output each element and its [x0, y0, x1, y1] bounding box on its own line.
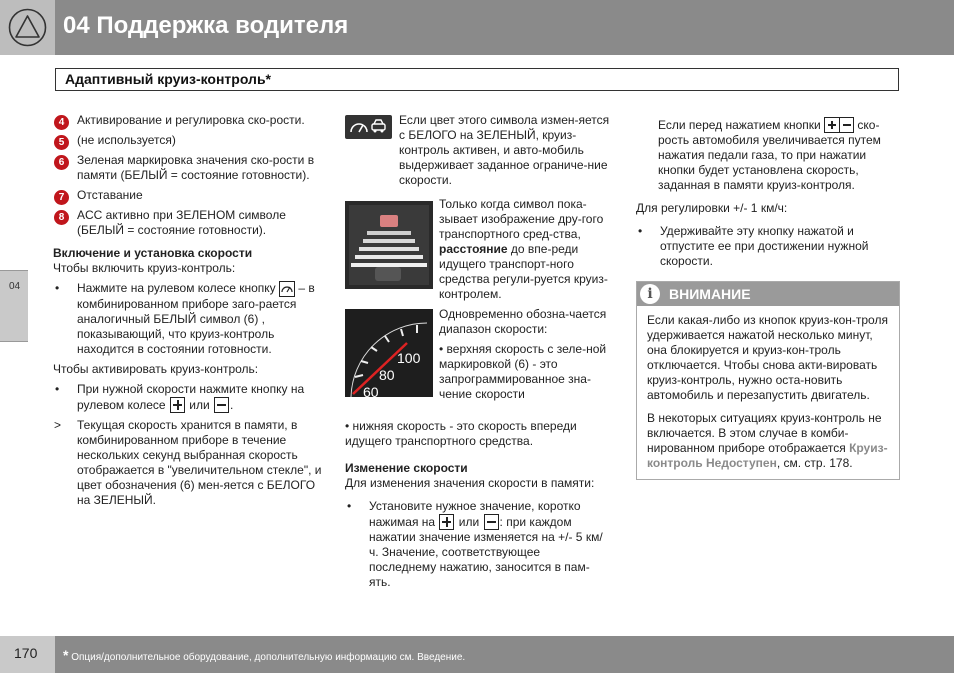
warning-label: ВНИМАНИЕ — [669, 286, 751, 302]
number-badge: 4 — [54, 115, 69, 130]
paragraph: Для изменения значения скорости в памяти: — [345, 476, 595, 490]
paragraph-text: до впе-реди идущего транспорт-ного средства регули-руется круиз-контролем. — [439, 242, 608, 301]
section-heading: Изменение скорости — [345, 461, 468, 475]
bullet-text: Удерживайте эту кнопку нажатой и отпустите ее при достижении нужной скорости. — [660, 224, 869, 268]
cross-reference-term: Круиз-контроль Недоступен — [647, 441, 888, 470]
paragraph: Чтобы включить круиз-контроль: — [53, 261, 236, 275]
list-item — [53, 188, 323, 203]
column-left — [53, 113, 323, 513]
section-heading: Включение и установка скорости — [53, 246, 253, 260]
paragraph: Если цвет этого символа измен-яется с БЕЛОГО на ЗЕЛЕНЫЙ, круиз-контроль активен, и авто-мобиль выдерживает заданное ограниче-ние скорости. — [399, 113, 610, 187]
bullet-text: При нужной скорости нажмите кнопку на рулевом колесе — [77, 382, 305, 412]
number-badge: 5 — [54, 135, 69, 150]
plus-minus-button-icon — [824, 117, 854, 133]
result-text: Текущая скорость хранится в памяти, в комбинированном приборе в течение нескольких секунд выбранная скорость отображается в "увеличительном стекле", и цвет обозначения (6) мен-яется с БЕЛОГО на ЗЕЛЕНЫЙ. — [77, 418, 322, 507]
bullet-item — [636, 224, 900, 269]
speed-range-row — [345, 307, 610, 415]
bullet-dot: • — [55, 382, 60, 396]
cruise-speedometer-button-icon — [279, 281, 295, 297]
paragraph: Одновременно обозна-чается диапазон скорости: — [439, 307, 607, 336]
plus-button-icon — [439, 514, 454, 530]
list-item-text: (не используется) — [77, 133, 176, 147]
minus-button-icon — [484, 514, 499, 530]
info-icon: i — [640, 284, 660, 304]
page-footer — [0, 636, 954, 673]
gauge-label-80: 80 — [379, 367, 395, 383]
list-item — [53, 113, 323, 128]
footnote-star: * — [63, 647, 69, 663]
footnote — [63, 648, 465, 665]
warning-box — [636, 281, 900, 480]
paragraph — [647, 411, 889, 471]
bullet-text: – в комбинированном приборе заго-рается аналогичный БЕЛЫЙ символ (6) , показывающий, что круиз-контроль находится в состоянии готовности. — [77, 281, 315, 356]
bullet-text: или — [189, 398, 210, 412]
list-item — [53, 208, 323, 238]
minus-button-icon — [214, 397, 229, 413]
bullet-text: Установите нужное значение, коротко нажимая на — [369, 499, 581, 529]
paragraph-bold: расстояние — [439, 242, 508, 256]
bullet-text: : при каждом нажатии значение изменяется на +/- 5 км/ч. Значение, соответствующее последнему нажатию, заносится в пам-ять. — [369, 515, 603, 589]
paragraph-text: ско-рость автомобиля увеличивается путем нажатия педали газа, то при нажатии кнопки будет установлена скорость, заданная в памяти круиз-контроля. — [658, 118, 881, 192]
list-item — [53, 133, 323, 148]
footnote-text: Опция/дополнительное оборудование, дополнительную информацию см. Введение. — [71, 652, 466, 663]
cruise-control-symbol-icon — [345, 115, 392, 139]
result-item — [53, 418, 323, 508]
warning-triangle-icon — [0, 0, 55, 55]
side-tab-label: 04 — [9, 281, 21, 292]
bullet-item — [345, 499, 610, 590]
distance-display-image — [345, 201, 433, 289]
paragraph-text: Только когда символ пока-зывает изображение дру-гого транспортного сред-ства, — [439, 197, 604, 241]
plus-button-icon — [170, 397, 185, 413]
paragraph: Чтобы активировать круиз-контроль: — [53, 362, 259, 376]
page-header — [0, 0, 954, 55]
number-badge: 8 — [54, 210, 69, 225]
section-title-bar — [55, 68, 899, 91]
symbol-row — [345, 113, 610, 193]
bullet-text: Нажмите на рулевом колесе кнопку — [77, 281, 276, 295]
warning-body — [637, 306, 899, 479]
distance-row — [345, 197, 610, 307]
paragraph: Для регулировки +/- 1 км/ч: — [636, 201, 788, 215]
bullet-dot: • — [638, 224, 643, 238]
number-badge: 7 — [54, 190, 69, 205]
page-number: 170 — [14, 645, 38, 661]
column-middle — [345, 113, 610, 595]
number-badge: 6 — [54, 155, 69, 170]
list-item-text: Зеленая маркировка значения ско-рости в памяти (БЕЛЫЙ = состояние готовности). — [77, 153, 315, 182]
bullet-item — [53, 382, 323, 413]
list-item-text: Активирование и регулировка ско-рости. — [77, 113, 305, 127]
list-item-text: ACC активно при ЗЕЛЕНОМ символе (БЕЛЫЙ = состояние готовности). — [77, 208, 286, 237]
chapter-side-tab — [0, 270, 28, 342]
paragraph-text: В некоторых ситуациях круиз-контроль не включается. В этом случае в комби-нированном приборе отображается — [647, 411, 882, 455]
paragraph: • нижняя скорость - это скорость впереди идущего транспортного средства. — [345, 419, 577, 448]
gauge-label-100: 100 — [397, 350, 421, 366]
warning-header — [637, 282, 899, 306]
paragraph: Если какая-либо из кнопок круиз-кон-троля удерживается нажатой несколько минут, она блокируется и круиз-кон-троль отключается. Чтобы снова акти-вировать круиз-контроль, нужно оста-новить автомобиль и перезапустить двигатель. — [647, 313, 888, 402]
speedometer-image — [345, 309, 433, 397]
bullet-dot: • — [347, 499, 352, 513]
chapter-title: 04 Поддержка водителя — [63, 12, 349, 39]
paragraph-text: , см. стр. 178. — [776, 456, 853, 470]
page-number-box — [0, 636, 55, 673]
gauge-label-60: 60 — [363, 384, 379, 397]
paragraph-text: Если перед нажатием кнопки — [658, 118, 821, 132]
result-marker: > — [54, 418, 62, 432]
bullet-item — [53, 281, 323, 357]
bullet-text: или — [458, 515, 480, 529]
list-item-text: Отставание — [77, 188, 143, 202]
paragraph — [636, 117, 900, 193]
column-right — [636, 117, 900, 480]
section-title: Адаптивный круиз-контроль* — [65, 71, 271, 87]
bullet-text: . — [230, 398, 234, 412]
bullet-dot: • — [55, 281, 60, 295]
paragraph: • верхняя скорость с зеле-ной маркировкой (6) - это запрограммированное зна-чение скорости — [439, 342, 607, 401]
list-item — [53, 153, 323, 183]
